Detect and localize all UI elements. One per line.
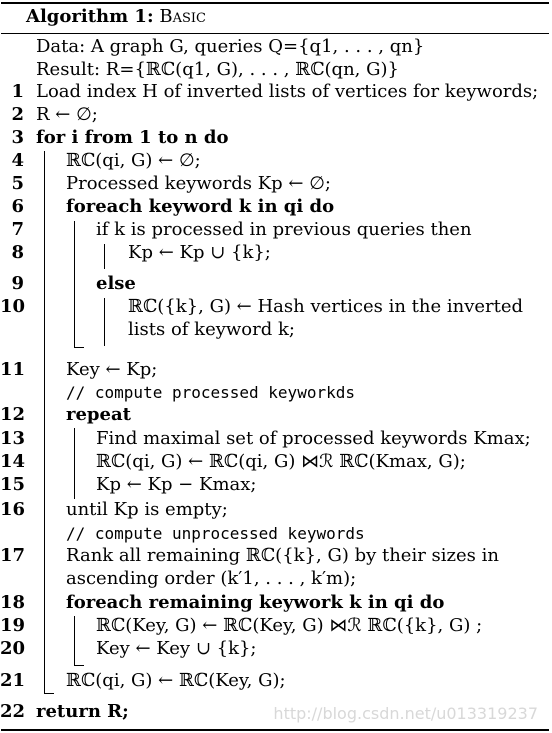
line-number: 11 [0,359,26,380]
line-2: R ← ∅; [36,104,98,125]
else-block-bar [104,298,105,346]
watermark: http://blog.csdn.net/u013319237 [273,704,538,723]
line-12: repeat [66,404,131,425]
line-number: 22 [0,701,26,722]
line-number: 4 [11,150,24,171]
line-19: ℝℂ(Key, G) ← ℝℂ(Key, G) ⋈ℛ ℝℂ({k}, G) ; [96,615,483,636]
for-block-hook [44,693,54,694]
line-13: Find maximal set of processed keywords Kmax; [96,428,531,449]
line-number: 9 [11,273,24,294]
line-number: 16 [0,499,26,520]
line-5: Processed keywords Kp ← ∅; [66,173,331,194]
data-line: Data: A graph G, queries Q={q1, . . . , qn} [36,36,425,57]
line-number: 13 [0,428,26,449]
line-14: ℝℂ(qi, G) ← ℝℂ(qi, G) ⋈ℛ ℝℂ(Kmax, G); [96,451,466,472]
line-number: 15 [0,474,26,495]
then-block-bar [104,244,105,269]
line-number: 3 [11,127,24,148]
comment-processed: // compute processed keyworkds [66,383,355,402]
comment-unprocessed: // compute unprocessed keywords [66,524,365,543]
line-number: 14 [0,451,26,472]
line-3: for i from 1 to n do [36,127,229,148]
line-number: 20 [0,638,26,659]
result-line: Result: R={ℝℂ(q1, G), . . . , ℝℂ(qn, G)} [36,59,399,80]
line-16: until Kp is empty; [66,499,228,520]
line-18: foreach remaining keywork k in qi do [66,592,445,613]
line-17: Rank all remaining ℝℂ({k}, G) by their sizes in [66,545,499,566]
line-10: ℝℂ({k}, G) ← Hash vertices in the inverted [128,296,524,317]
algorithm-name: Basic [159,6,206,27]
line-number: 18 [0,592,26,613]
line-22: return R; [36,701,129,722]
line-6: foreach keyword k in qi do [66,196,335,217]
line-7: if k is processed in previous queries then [96,219,472,240]
line-number: 17 [0,545,26,566]
line-number: 10 [0,296,26,317]
line-21: ℝℂ(qi, G) ← ℝℂ(Key, G); [66,670,286,691]
line-number: 12 [0,404,26,425]
algorithm-caption [26,6,206,28]
line-1: Load index H of inverted lists of vertices for keywords; [36,81,539,102]
foreach2-block-bar [74,616,75,666]
line-number: 8 [11,242,24,263]
line-number: 1 [11,81,24,102]
line-number: 2 [11,104,24,125]
top-rule [1,2,549,4]
line-9: else [96,273,136,294]
line-20: Key ← Key ∪ {k}; [96,638,257,659]
foreach2-block-hook [74,665,84,666]
line-number: 7 [11,219,24,240]
line-10-continued: lists of keyword k; [128,319,295,340]
line-number: 5 [11,173,24,194]
line-15: Kp ← Kp − Kmax; [96,474,257,495]
line-17-continued: ascending order (k′1, . . . , k′m); [66,568,357,589]
foreach-block-hook [74,347,84,348]
algorithm-label: Algorithm 1: [26,6,154,27]
line-11: Key ← Kp; [66,359,158,380]
caption-rule [1,33,549,34]
for-block-bar [44,151,45,694]
line-number: 21 [0,670,26,691]
line-8: Kp ← Kp ∪ {k}; [128,242,271,263]
repeat-block-bar [74,428,75,499]
line-number: 19 [0,615,26,636]
foreach-block-bar [74,221,75,348]
bottom-rule [1,729,549,731]
line-4: ℝℂ(qi, G) ← ∅; [66,150,201,171]
line-number: 6 [11,196,24,217]
